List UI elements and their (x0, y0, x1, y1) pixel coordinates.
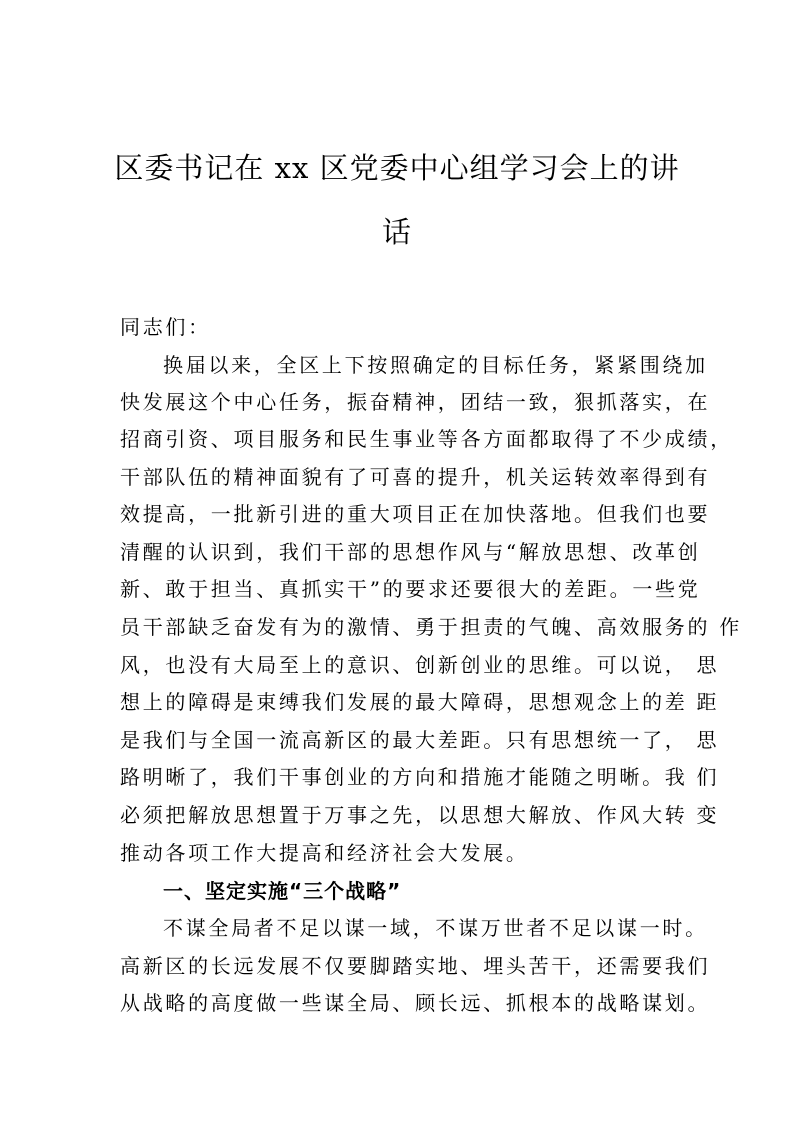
paragraph-line: 招商引资、项目服务和民生事业等各方面都取得了不少成绩， (120, 427, 733, 451)
paragraph-line: 推动各项工作大提高和经济社会大发展。 (120, 841, 529, 865)
paragraph-line: 从战略的高度做一些谋全局、顾长远、抓根本的战略谋划。 (120, 991, 711, 1015)
paragraph-line: 换届以来，全区上下按照确定的目标任务，紧紧围绕加 (163, 353, 708, 377)
paragraph-line: 快发展这个中心任务，振奋精神，团结一致，狠抓落实，在 (120, 390, 711, 414)
section-heading: 一、坚定实施“三个战略” (163, 879, 402, 903)
paragraph-line: 员干部缺乏奋发有为的激情、勇于担责的气魄、高效服务的 作 (120, 615, 742, 639)
paragraph-line: 路明晰了，我们干事创业的方向和措施才能随之明晰。我 们 (120, 765, 720, 789)
paragraph-line: 高新区的长远发展不仅要脚踏实地、埋头苦干，还需要我们 (120, 954, 711, 978)
salutation: 同志们： (120, 315, 211, 339)
paragraph-line: 新、敢于担当、真抓实干”的要求还要很大的差距。一些党 (120, 577, 701, 601)
document-title-line-2: 话 (381, 215, 412, 249)
paragraph-line: 清醒的认识到，我们干部的思想作风与“解放思想、改革创 (120, 540, 701, 564)
paragraph-line: 干部队伍的精神面貌有了可喜的提升，机关运转效率得到有 (120, 465, 711, 489)
paragraph-line: 是我们与全国一流高新区的最大差距。只有思想统一了， 思 (120, 728, 720, 752)
paragraph-line: 想上的障碍是束缚我们发展的最大障碍，思想观念上的差 距 (120, 690, 720, 714)
document-title-line-1: 区委书记在 xx 区党委中心组学习会上的讲 (114, 151, 680, 185)
paragraph-line: 不谋全局者不足以谋一域，不谋万世者不足以谋一时。 (163, 916, 708, 940)
paragraph-line: 必须把解放思想置于万事之先，以思想大解放、作风大转 变 (120, 803, 720, 827)
paragraph-line: 风，也没有大局至上的意识、创新创业的思维。可以说， 思 (120, 653, 720, 677)
paragraph-line: 效提高，一批新引进的重大项目正在加快落地。但我们也要 (120, 502, 711, 526)
